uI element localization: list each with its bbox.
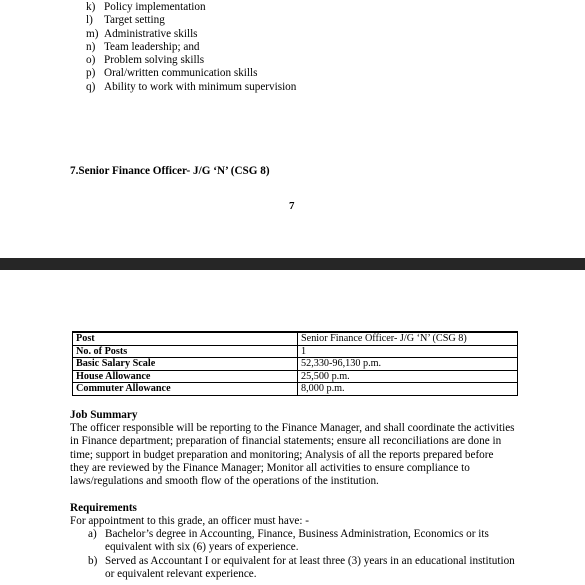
document-page: [0, 0, 585, 258]
list-item: [86, 81, 296, 94]
requirements-intro: For appointment to this grade, an officer must have: -: [70, 515, 310, 527]
list-item: [86, 54, 296, 67]
list-item-text: Team leadership; and: [104, 40, 200, 53]
list-item-text: Ability to work with minimum supervision: [104, 80, 297, 93]
page-separator: [0, 258, 585, 270]
requirements-heading: Requirements: [70, 502, 137, 514]
table-cell-value: 8,000 p.m.: [298, 383, 518, 396]
table-row: [73, 332, 518, 345]
table-cell-value: 52,330-96,130 p.m.: [298, 358, 518, 371]
list-item: [86, 1, 296, 14]
list-marker: p): [86, 67, 96, 80]
skills-list: [86, 1, 296, 94]
table-cell-label: Commuter Allowance: [73, 383, 298, 396]
post-details-table: [72, 331, 518, 396]
table-row: [73, 383, 518, 396]
table-cell-label: House Allowance: [73, 370, 298, 383]
table-cell-value: Senior Finance Officer- J/G ‘N’ (CSG 8): [298, 332, 518, 345]
list-marker: q): [86, 80, 96, 93]
list-item: [86, 28, 296, 41]
table-row: [73, 345, 518, 358]
table-cell-label: Post: [73, 332, 298, 345]
table-cell-value: 25,500 p.m.: [298, 370, 518, 383]
table-row: [73, 370, 518, 383]
list-item-text: Administrative skills: [104, 27, 198, 40]
list-item: [88, 528, 518, 555]
list-item-text: Bachelor’s degree in Accounting, Finance, Business Administration, Economics or its equivalent with six (6) years of experience.: [105, 528, 489, 554]
table-row: [73, 358, 518, 371]
list-marker: n): [86, 40, 96, 53]
list-item-text: Oral/written communication skills: [104, 67, 258, 80]
list-marker: l): [86, 14, 93, 27]
list-item-text: Target setting: [104, 14, 165, 27]
section-heading: 7.Senior Finance Officer- J/G ‘N’ (CSG 8): [70, 165, 270, 177]
document-page: [0, 270, 585, 585]
table-cell-label: No. of Posts: [73, 345, 298, 358]
job-summary-paragraph: The officer responsible will be reporting to the Finance Manager, and shall coordinate the activities in Finance department; preparation of financial statements; ensure all reconciliations are done in time; support in budget preparation and monitoring; Analysis of all the reports prepared before they are reviewed by the Finance Manager; Monitor all activities to ensure compliance to laws/regulations and smooth flow of the operations of the institution.: [70, 422, 515, 488]
table-cell-value: 1: [298, 345, 518, 358]
list-item: [88, 555, 518, 582]
list-item-text: Policy implementation: [104, 1, 206, 13]
list-item-text: Problem solving skills: [104, 54, 205, 67]
table-cell-label: Basic Salary Scale: [73, 358, 298, 371]
list-item: [86, 67, 296, 80]
list-item-text: Served as Accountant I or equivalent for at least three (3) years in an educational institution or equivalent relevant experience.: [105, 554, 515, 580]
requirements-list: [88, 528, 518, 581]
list-marker: a): [88, 528, 97, 540]
list-marker: m): [86, 27, 99, 40]
page-number: 7: [289, 200, 295, 212]
list-item: [86, 14, 296, 27]
list-marker: k): [86, 1, 96, 13]
list-marker: o): [86, 54, 96, 67]
list-marker: b): [88, 554, 98, 567]
job-summary-heading: Job Summary: [70, 409, 138, 421]
list-item: [86, 41, 296, 54]
